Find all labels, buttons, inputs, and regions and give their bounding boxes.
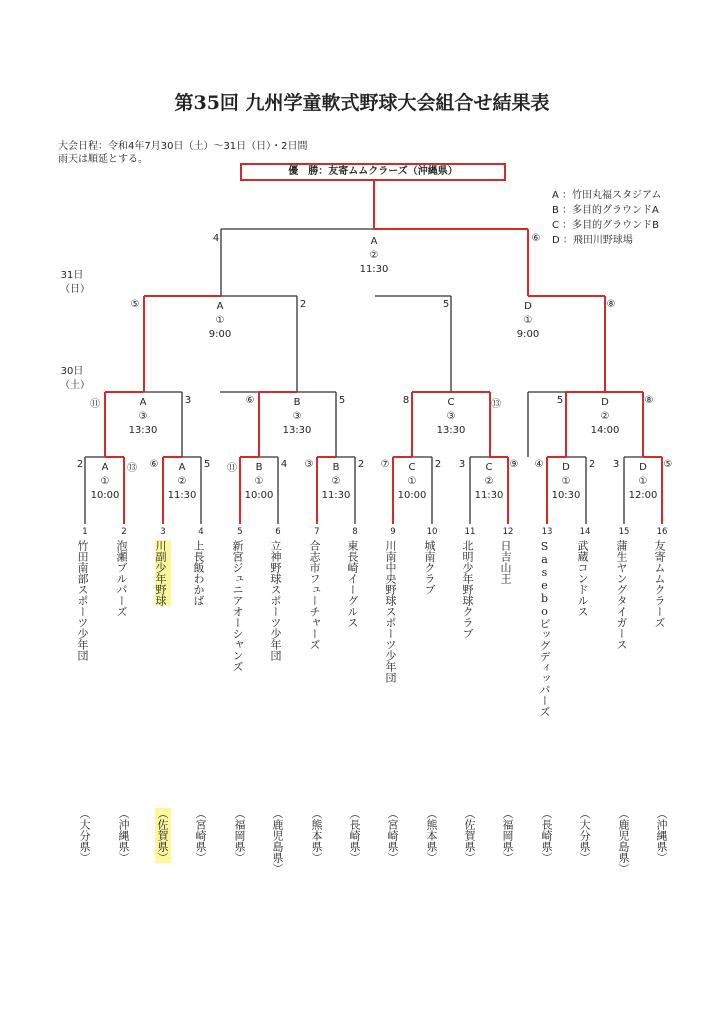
semifinal-2-time: 9:00 <box>516 329 540 340</box>
team-2-prefecture: （沖縄県） <box>117 808 130 863</box>
day30-weekday: （土） <box>60 380 90 391</box>
round1-match-3-venue: B <box>255 462 263 473</box>
team-15-name: 蒲生ヤングタイガース <box>615 540 628 650</box>
round1-match-8-game: ① <box>638 476 648 487</box>
legend-item-c: C ：多目的グラウンドB <box>552 220 660 231</box>
round1-match-5-game: ① <box>407 476 417 487</box>
legend-item-d: D ：飛田川野球場 <box>552 235 633 246</box>
team-16-name: 友寄ムムクラーズ <box>653 540 666 628</box>
round1-match-8-venue: D <box>639 462 647 473</box>
team-10-name: 城南クラブ <box>423 540 436 595</box>
round1-match-1-right-score: ⑬ <box>127 463 137 474</box>
semifinal-1-time: 9:00 <box>208 329 232 340</box>
day31-weekday: （日） <box>60 284 90 295</box>
semifinal-1-venue: A <box>216 301 224 312</box>
team-10-prefecture: （熊本県） <box>425 808 438 863</box>
quarterfinal-1-left-score: ⑪ <box>90 399 100 410</box>
quarterfinal-2-venue: B <box>293 397 301 408</box>
round1-match-8-left-score: 3 <box>612 459 620 470</box>
team-13-name: Saseboビッグディッパーズ <box>538 540 551 717</box>
quarterfinal-2-time: 13:30 <box>282 425 312 436</box>
team-7-number: 7 <box>314 527 320 537</box>
quarterfinal-4-game: ② <box>600 411 610 422</box>
round1-match-6-venue: C <box>485 462 493 473</box>
team-11-name: 北明少年野球クラブ <box>461 540 474 639</box>
team-3-number: 3 <box>160 527 166 537</box>
semifinal-1-left-score: ⑤ <box>130 299 140 310</box>
round1-match-5-time: 10:00 <box>397 490 427 501</box>
round1-match-8-right-score: ⑤ <box>663 459 673 470</box>
round1-match-2-game: ② <box>177 476 187 487</box>
quarterfinal-2-right-score: 5 <box>338 395 346 406</box>
semifinal-1-right-score: 2 <box>299 299 307 310</box>
team-12-name: 日吉山王 <box>499 540 512 584</box>
rain-note: 雨天は順延とする。 <box>58 154 148 165</box>
champion-box: 優 勝：友寄ムムクラーズ（沖縄県） <box>240 163 506 181</box>
legend-item-a: A ：竹田丸福スタジアム <box>552 190 662 201</box>
quarterfinal-2-left-score: ⑥ <box>245 395 255 406</box>
round1-match-8-time: 12:00 <box>628 490 658 501</box>
team-9-prefecture: （宮崎県） <box>386 808 399 863</box>
team-6-prefecture: （鹿児島県） <box>271 808 284 874</box>
team-10-number: 10 <box>426 527 438 537</box>
round1-match-1-time: 10:00 <box>90 490 120 501</box>
team-4-prefecture: （宮崎県） <box>194 808 207 863</box>
quarterfinal-1-game: ③ <box>138 411 148 422</box>
final-right-score: ⑥ <box>531 233 541 244</box>
round1-match-4-right-score: 2 <box>357 459 365 470</box>
round1-match-5-venue: C <box>408 462 416 473</box>
day31-label: 31日 <box>60 270 84 281</box>
team-9-number: 9 <box>390 527 396 537</box>
round1-match-6-right-score: ⑨ <box>509 459 519 470</box>
final-game: ② <box>369 250 379 261</box>
team-6-number: 6 <box>275 527 281 537</box>
round1-match-4-time: 11:30 <box>321 490 351 501</box>
team-15-number: 15 <box>618 527 630 537</box>
team-3-name: 川副少年野球 <box>155 540 171 606</box>
team-13-prefecture: （長崎県） <box>540 808 553 863</box>
team-16-prefecture: （沖縄県） <box>655 808 668 863</box>
team-3-prefecture: （佐賀県） <box>156 808 169 863</box>
team-12-prefecture: （福岡県） <box>501 808 514 863</box>
round1-match-6-left-score: 3 <box>458 459 466 470</box>
team-12-number: 12 <box>502 527 514 537</box>
final-left-score: 4 <box>212 233 220 244</box>
schedule-text: 大会日程：令和4年7月30日（土）〜31日（日）・2日間 <box>58 141 308 152</box>
team-11-number: 11 <box>464 527 476 537</box>
team-5-number: 5 <box>237 527 243 537</box>
quarterfinal-3-right-score: ⑬ <box>491 399 501 410</box>
quarterfinal-3-time: 13:30 <box>436 425 466 436</box>
quarterfinal-4-left-score: 5 <box>556 395 564 406</box>
team-14-prefecture: （大分県） <box>578 808 591 863</box>
quarterfinal-1-right-score: 3 <box>184 395 192 406</box>
final-venue: A <box>370 236 378 247</box>
team-13-number: 13 <box>541 527 553 537</box>
quarterfinal-3-venue: C <box>447 397 455 408</box>
round1-match-3-time: 10:00 <box>244 490 274 501</box>
team-5-prefecture: （福岡県） <box>233 808 246 863</box>
round1-match-2-left-score: ⑥ <box>149 459 159 470</box>
team-8-number: 8 <box>352 527 358 537</box>
team-8-prefecture: （長崎県） <box>348 808 361 863</box>
semifinal-1-game: ① <box>215 315 225 326</box>
team-7-prefecture: （熊本県） <box>310 808 323 863</box>
round1-match-3-left-score: ⑪ <box>227 463 237 474</box>
round1-match-7-right-score: 2 <box>588 459 596 470</box>
day30-label: 30日 <box>60 366 84 377</box>
semifinal-2-game: ① <box>523 315 533 326</box>
round1-match-6-game: ② <box>484 476 494 487</box>
team-5-name: 新宮ジュニアオーシャンズ <box>231 540 244 672</box>
round1-match-4-left-score: ③ <box>304 459 314 470</box>
quarterfinal-4-venue: D <box>601 397 609 408</box>
team-2-name: 泡瀬ブルパーズ <box>115 540 128 617</box>
round1-match-2-right-score: 5 <box>203 459 211 470</box>
round1-match-3-game: ① <box>254 476 264 487</box>
round1-match-5-left-score: ⑦ <box>380 459 390 470</box>
team-16-number: 16 <box>656 527 668 537</box>
quarterfinal-1-venue: A <box>139 397 147 408</box>
round1-match-2-time: 11:30 <box>167 490 197 501</box>
round1-match-1-left-score: 2 <box>76 459 84 470</box>
team-4-number: 4 <box>198 527 204 537</box>
round1-match-1-venue: A <box>101 462 109 473</box>
round1-match-7-left-score: ④ <box>534 459 544 470</box>
team-14-name: 武蔵コンドルス <box>576 540 589 617</box>
round1-match-7-game: ① <box>561 476 571 487</box>
round1-match-6-time: 11:30 <box>474 490 504 501</box>
team-7-name: 合志市フューチャーズ <box>308 540 321 650</box>
team-15-prefecture: （鹿児島県） <box>617 808 630 874</box>
team-1-prefecture: （大分県） <box>78 808 91 863</box>
semifinal-2-venue: D <box>524 301 532 312</box>
semifinal-2-left-score: 5 <box>442 299 450 310</box>
round1-match-5-right-score: 2 <box>434 459 442 470</box>
round1-match-3-right-score: 4 <box>280 459 288 470</box>
round1-match-1-game: ① <box>100 476 110 487</box>
legend-item-b: B ：多目的グラウンドA <box>552 205 659 216</box>
round1-match-4-game: ② <box>331 476 341 487</box>
team-6-name: 立神野球スポーツ少年団 <box>269 540 282 661</box>
quarterfinal-1-time: 13:30 <box>128 425 158 436</box>
team-1-name: 竹田南部スポーツ少年団 <box>76 540 89 661</box>
page-title: 第35回 九州学童軟式野球大会組合せ結果表 <box>174 92 550 114</box>
quarterfinal-3-left-score: 8 <box>402 395 410 406</box>
team-11-prefecture: （佐賀県） <box>463 808 476 863</box>
quarterfinal-2-game: ③ <box>292 411 302 422</box>
round1-match-2-venue: A <box>178 462 186 473</box>
team-1-number: 1 <box>82 527 88 537</box>
team-9-name: 川南中央野球スポーツ少年団 <box>384 540 397 683</box>
team-4-name: 上長飯わかば <box>192 540 205 606</box>
team-8-name: 東長崎イーグルス <box>346 540 359 628</box>
team-14-number: 14 <box>579 527 591 537</box>
quarterfinal-3-game: ③ <box>446 411 456 422</box>
round1-match-7-venue: D <box>562 462 570 473</box>
round1-match-7-time: 10:30 <box>551 490 581 501</box>
final-time: 11:30 <box>359 264 389 275</box>
round1-match-4-venue: B <box>332 462 340 473</box>
team-2-number: 2 <box>121 527 127 537</box>
quarterfinal-4-right-score: ⑧ <box>644 395 654 406</box>
quarterfinal-4-time: 14:00 <box>590 425 620 436</box>
semifinal-2-right-score: ⑧ <box>606 299 616 310</box>
